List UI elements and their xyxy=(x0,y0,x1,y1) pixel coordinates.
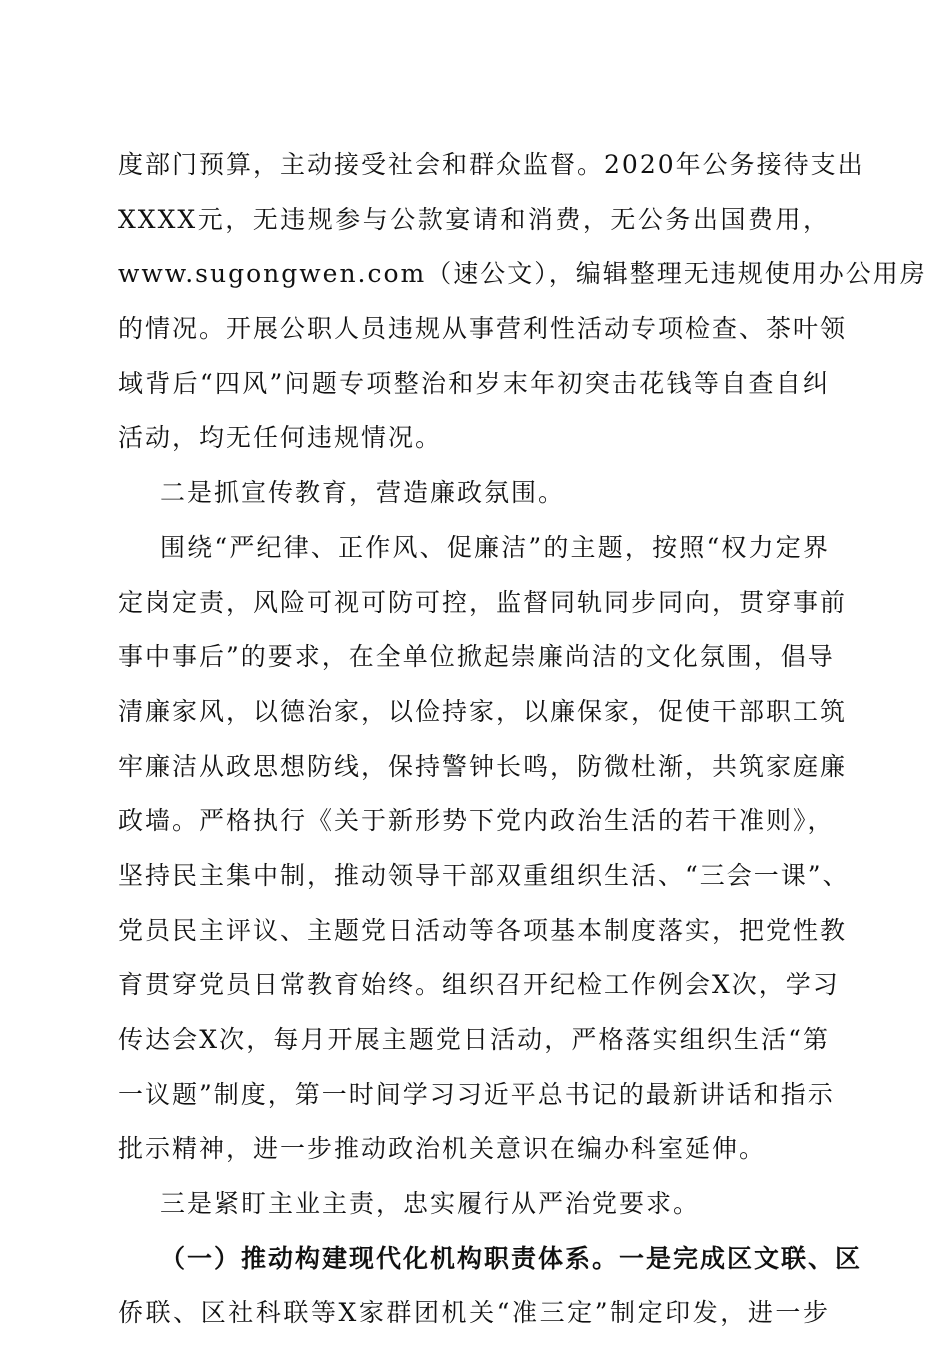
text-line: 育贯穿党员日常教育始终。组织召开纪检工作例会X次，学习 xyxy=(118,970,840,1000)
text-line: 传达会X次，每月开展主题党日活动，严格落实组织生活“第 xyxy=(118,1025,830,1054)
text-line: 清廉家风，以德治家，以俭持家，以廉保家，促使干部职工筑 xyxy=(118,696,848,726)
text-line: 牢廉洁从政思想防线，保持警钟长鸣，防微杜渐，共筑家庭廉 xyxy=(118,751,848,781)
section-heading: 二是抓宣传教育，营造廉政氛围。 xyxy=(160,478,566,508)
text-line: 侨联、区社科联等X家群团机关“准三定”制定印发，进一步 xyxy=(118,1298,830,1328)
section-heading: 三是紧盯主业主责，忠实履行从严治党要求。 xyxy=(160,1189,701,1219)
text-line: 政墙。严格执行《关于新形势下党内政治生活的若干准则》， xyxy=(118,806,835,836)
text-line: XXXX元，无违规参与公款宴请和消费，无公务出国费用， xyxy=(118,204,830,234)
text-line: 的情况。开展公职人员违规从事营利性活动专项检查、茶叶领 xyxy=(118,314,848,344)
subsection-heading-line: （一）推动构建现代化机构职责体系。一是完成区文联、区 xyxy=(160,1243,863,1273)
text-line: 批示精神，进一步推动政治机关意识在编办科室延伸。 xyxy=(118,1134,767,1164)
document-body xyxy=(118,145,927,1348)
text-line: 围绕“严纪律、正作风、促廉洁”的主题，按照“权力定界 xyxy=(160,532,830,562)
text-line: 党员民主评议、主题党日活动等各项基本制度落实，把党性教 xyxy=(118,915,848,945)
text-line: 活动，均无任何违规情况。 xyxy=(118,423,443,453)
text-line: 度部门预算，主动接受社会和群众监督。2020年公务接待支出 xyxy=(118,150,865,179)
text-line: 事中事后”的要求，在全单位掀起崇廉尚洁的文化氛围，倡导 xyxy=(118,642,835,672)
text-line: 一议题”制度，第一时间学习习近平总书记的最新讲话和指示 xyxy=(118,1079,835,1109)
text-line: 域背后“四风”问题专项整治和岁末年初突击花钱等自查自纠 xyxy=(118,368,830,398)
text-line: 定岗定责，风险可视可防可控，监督同轨同步同向，贯穿事前 xyxy=(118,587,848,617)
text-line: www.sugongwen.com（速公文），编辑整理无违规使用办公用房 xyxy=(118,259,927,289)
text-line: 坚持民主集中制，推动领导干部双重组织生活、“三会一课”、 xyxy=(118,860,850,890)
